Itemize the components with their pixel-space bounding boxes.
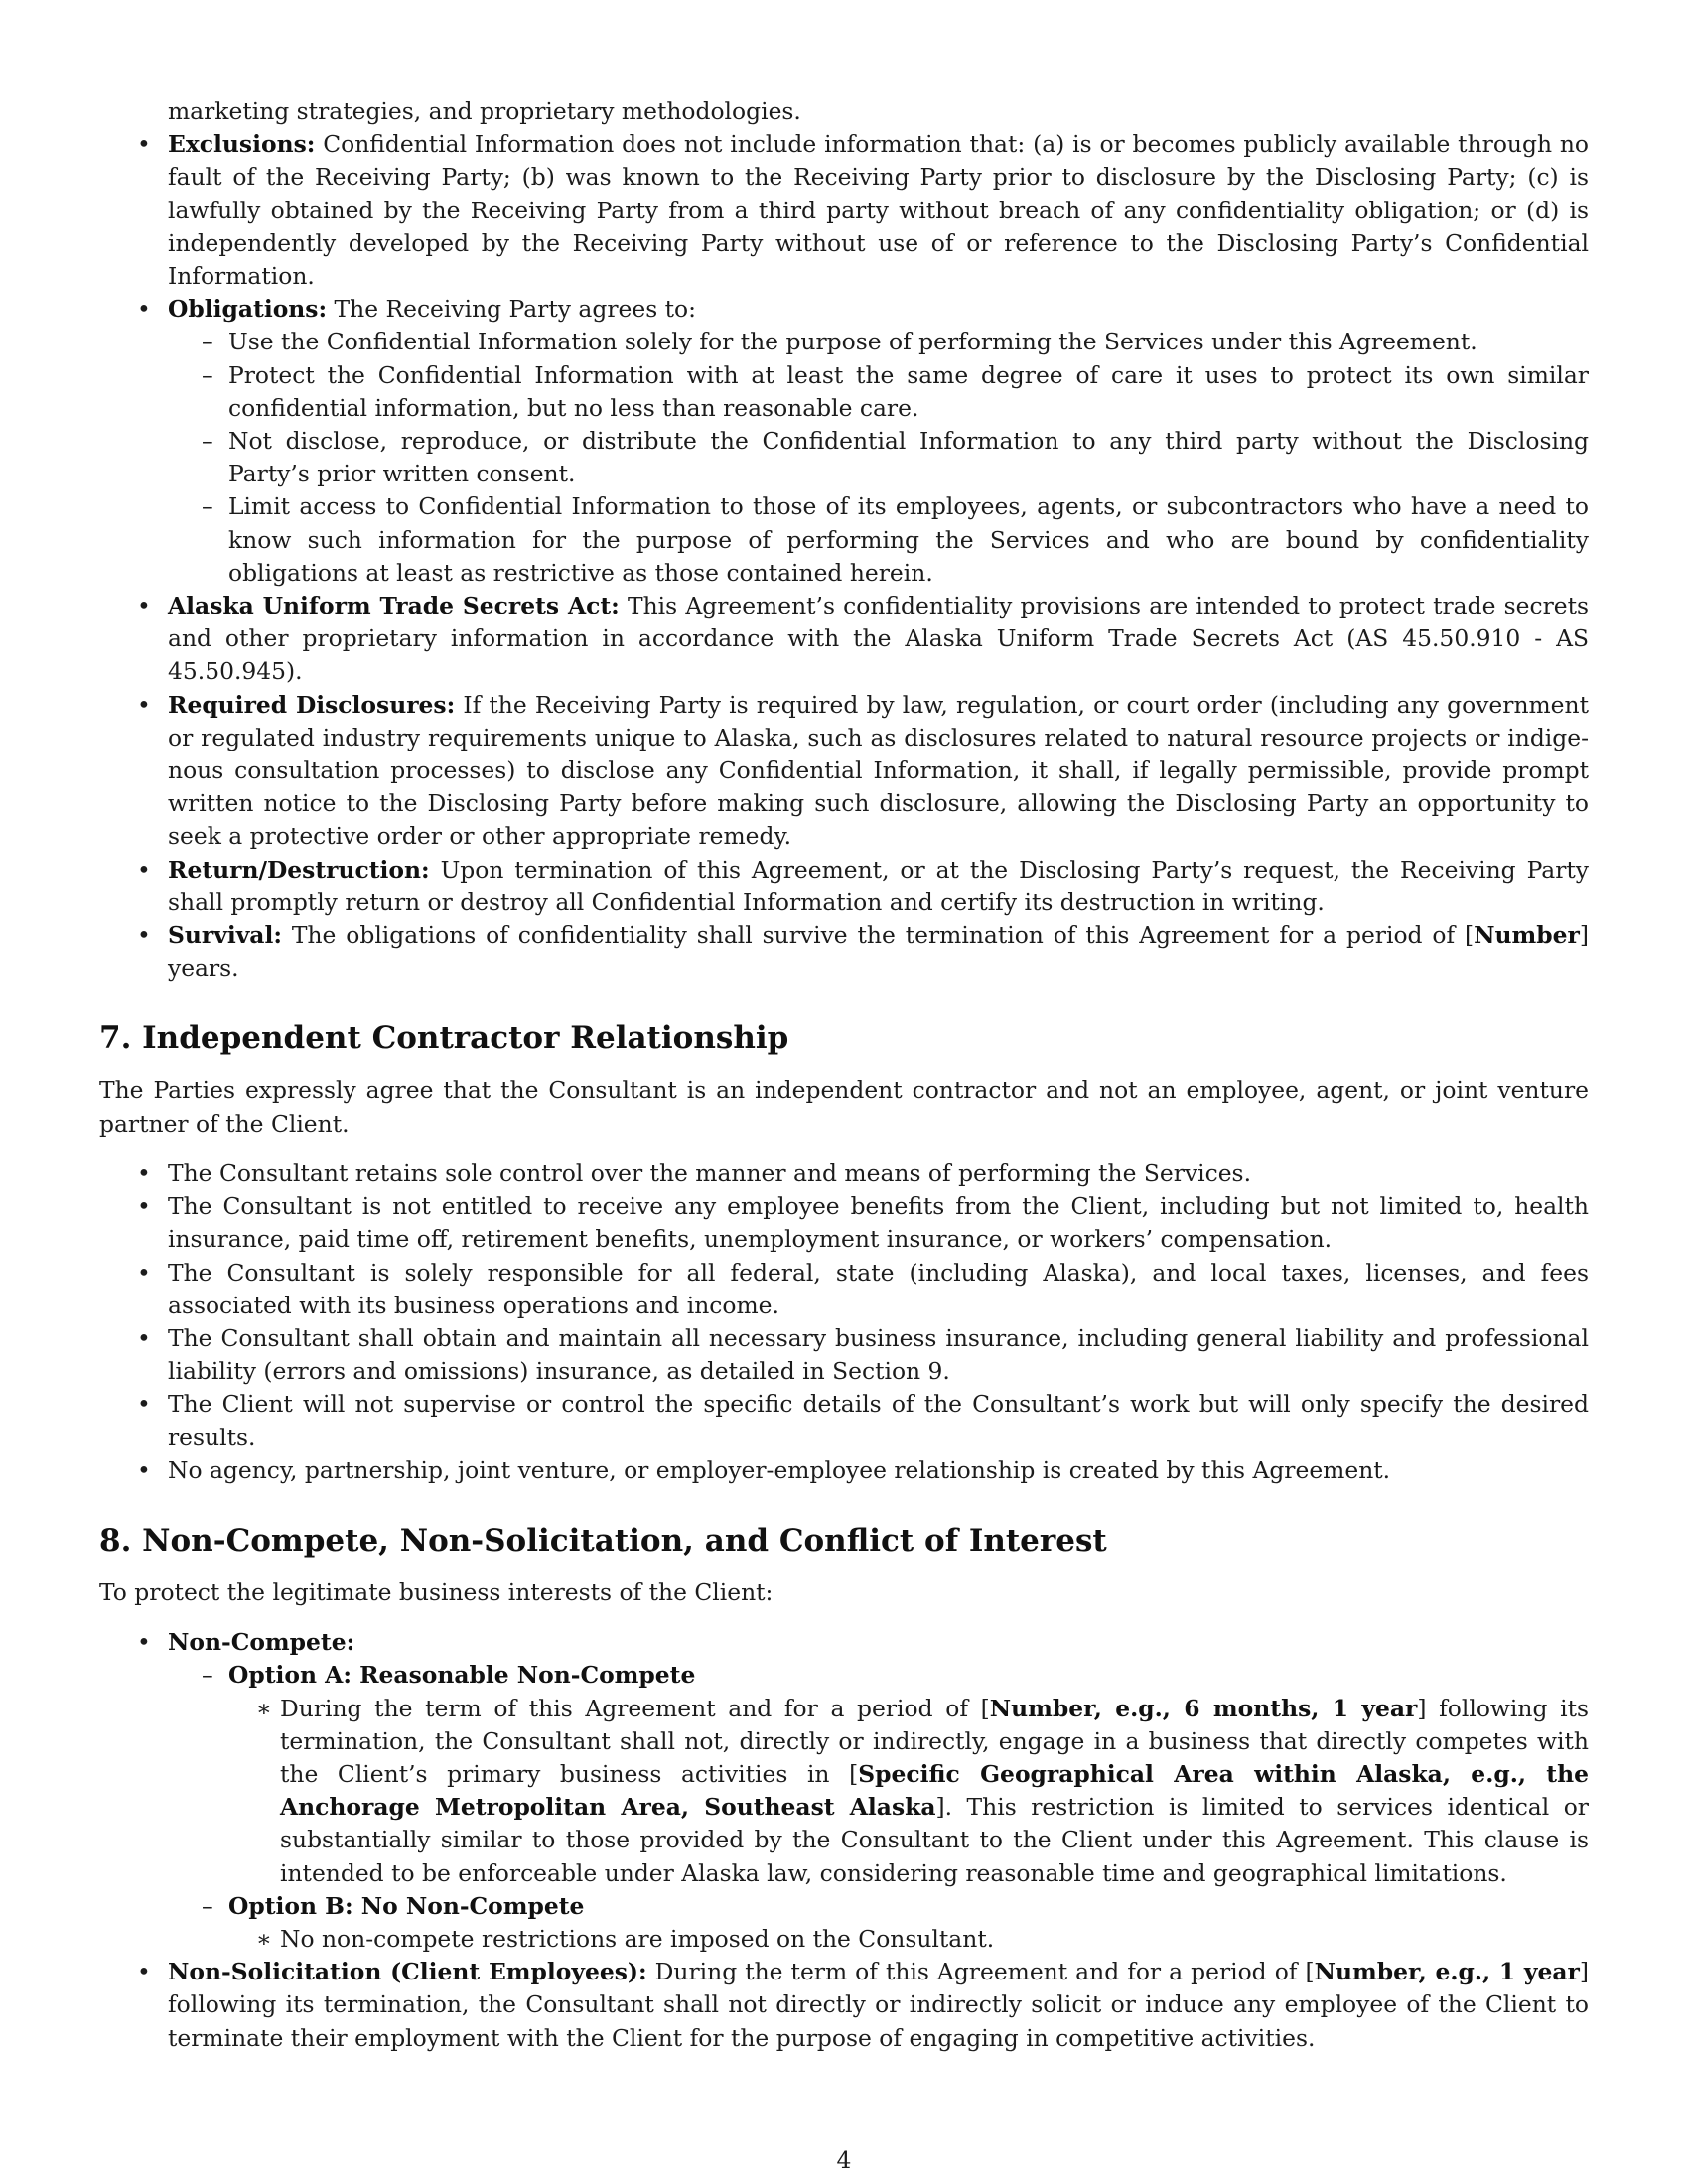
item-label: Obligations: bbox=[168, 295, 328, 324]
item-text: Confidential Information does not include information that: (a) is or becomes publicly available through no fault of the Receiving Party; (b) was known to the Receiving Party prior to disclosure by the Disclosing Party; (c) is lawfully obtained by the Receiving Party from a third party without breach of any confidentiality obligation; or (d) is independently developed by the Receiving Party without use of or reference to the Disclosing Party’s Confidential Information. bbox=[168, 130, 1589, 291]
item-label: Non-Compete: bbox=[168, 1628, 355, 1657]
sublist-item: – Not disclose, reproduce, or distribute the Confidential Information to any third party without the Disclosing Party’s prior written consent. bbox=[168, 425, 1589, 490]
item-text: Upon termination of this Agreement, or at the Disclosing Party’s request, the Receiving Party shall promptly return or destroy all Confidential Information and certify its destruction in writing. bbox=[168, 855, 1589, 916]
page-number: 4 bbox=[836, 2146, 852, 2174]
noncompete-list bbox=[99, 1626, 1589, 2055]
item-label: Required Disclosures: bbox=[168, 690, 456, 719]
list-item-obligations bbox=[99, 293, 1589, 590]
section-7-intro: The Parties expressly agree that the Consultant is an independent contractor and not an employee, agent, or joint venture partner of the Client. bbox=[99, 1076, 1589, 1138]
contractor-list bbox=[99, 1158, 1589, 1487]
section-8-heading: 8. Non-Compete, Non-Solicitation, and Conflict of Interest bbox=[99, 1522, 1107, 1559]
option-a bbox=[168, 1659, 1589, 1889]
option-a-text: ∗ During the term of this Agreement and for a period of [Number, e.g., 6 months, 1 year] following its termination, the Consultant shall not, directly or indirectly, engage in a business that directly competes with the Client’s primary business activities in [Specific Geographical Area within Alaska, e.g., the Anchorage Metropolitan Area, Southeast Alaska]. This restriction is limited to services identical or substantially similar to those provided by the Consultant to the Client under this Agreement. This clause is intended to be enforceable under Alaska law, considering reasonable time and geographical limitations. bbox=[228, 1693, 1589, 1890]
list-item-exclusions bbox=[99, 128, 1589, 293]
confidentiality-list bbox=[99, 95, 1589, 985]
list-item-nonsolicitation: • Non-Solicitation (Client Employees): During the term of this Agreement and for a period of [Number, e.g., 1 year] following its termination, the Consultant shall not directly or indirectly solicit or induce any employee of the Client to terminate their employment with the Client for the purpose of engaging in competitive activities. bbox=[99, 1956, 1589, 2055]
document-page bbox=[99, 95, 1589, 2055]
list-item-noncompete bbox=[99, 1626, 1589, 1956]
item-label: Survival: bbox=[168, 921, 282, 950]
item-label: Alaska Uniform Trade Secrets Act: bbox=[168, 592, 620, 620]
item-text: The Receiving Party agrees to: bbox=[327, 295, 696, 324]
section-7-heading: 7. Independent Contractor Relationship bbox=[99, 1021, 789, 1057]
list-item: • The Consultant retains sole control over the manner and means of performing the Services. bbox=[99, 1158, 1589, 1190]
list-item: • The Client will not supervise or control the specific details of the Consultant’s work but will only specify the desired results. bbox=[99, 1388, 1589, 1453]
list-item: • The Consultant is not entitled to receive any employee benefits from the Client, including but not limited to, health insurance, paid time off, retirement benefits, unemployment insurance, or workers’ compensation. bbox=[99, 1190, 1589, 1256]
continuation-line: marketing strategies, and proprietary methodologies. bbox=[168, 97, 801, 125]
sublist-item: – Protect the Confidential Information with at least the same degree of care it uses to protect its own similar confidential information, but no less than reasonable care. bbox=[168, 359, 1589, 425]
item-label: Return/Destruction: bbox=[168, 855, 430, 884]
list-item-required-disclosures bbox=[99, 689, 1589, 854]
option-a-label: Option A: Reasonable Non-Compete bbox=[228, 1661, 696, 1690]
sublist-item: – Limit access to Confidential Information to those of its employees, agents, or subcontractors who have a need to know such information for the purpose of performing the Services and who are bound by confidentiality obligations at least as restrictive as those contained herein. bbox=[168, 490, 1589, 590]
list-item: • No agency, partnership, joint venture, or employer-employee relationship is created by this Agreement. bbox=[99, 1454, 1589, 1487]
obligations-sublist bbox=[168, 326, 1589, 590]
list-item-survival: • Survival: The obligations of confidentiality shall survive the termination of this Agreement for a period of [Number] years. bbox=[99, 919, 1589, 985]
item-text: If the Receiving Party is required by law, regulation, or court order (including any government or regulated industry requirements unique to Alaska, such as disclosures related to natural resource projects or indigenous consultation processes) to disclose any Confidential Information, it shall, if legally permissible, provide prompt written notice to the Disclosing Party before making such disclosure, allowing the Disclosing Party an opportunity to seek a protective order or other appropriate remedy. bbox=[168, 690, 1589, 851]
list-item-trade-secrets bbox=[99, 590, 1589, 689]
list-item: • The Consultant is solely responsible for all federal, state (including Alaska), and local taxes, licenses, and fees associated with its business operations and income. bbox=[99, 1257, 1589, 1322]
option-b bbox=[168, 1890, 1589, 1956]
item-text: This Agreement’s confidentiality provisions are intended to protect trade secrets and other proprietary information in accordance with the Alaska Uniform Trade Secrets Act (AS 45.50.910 - AS 45.50.945). bbox=[168, 592, 1589, 686]
sublist-item: – Use the Confidential Information solely for the purpose of performing the Services under this Agreement. bbox=[168, 326, 1589, 358]
item-label: Non-Solicitation (Client Employees): bbox=[168, 1958, 647, 1986]
noncompete-options bbox=[168, 1659, 1589, 1956]
list-item-return-destruction bbox=[99, 854, 1589, 919]
section-8-intro: To protect the legitimate business interests of the Client: bbox=[99, 1577, 774, 1606]
option-b-label: Option B: No Non-Compete bbox=[228, 1891, 585, 1920]
option-b-text: ∗ No non-compete restrictions are imposed on the Consultant. bbox=[228, 1923, 1589, 1956]
list-item: • The Consultant shall obtain and maintain all necessary business insurance, including general liability and professional liability (errors and omissions) insurance, as detailed in Section 9. bbox=[99, 1322, 1589, 1388]
item-label: Exclusions: bbox=[168, 130, 316, 159]
